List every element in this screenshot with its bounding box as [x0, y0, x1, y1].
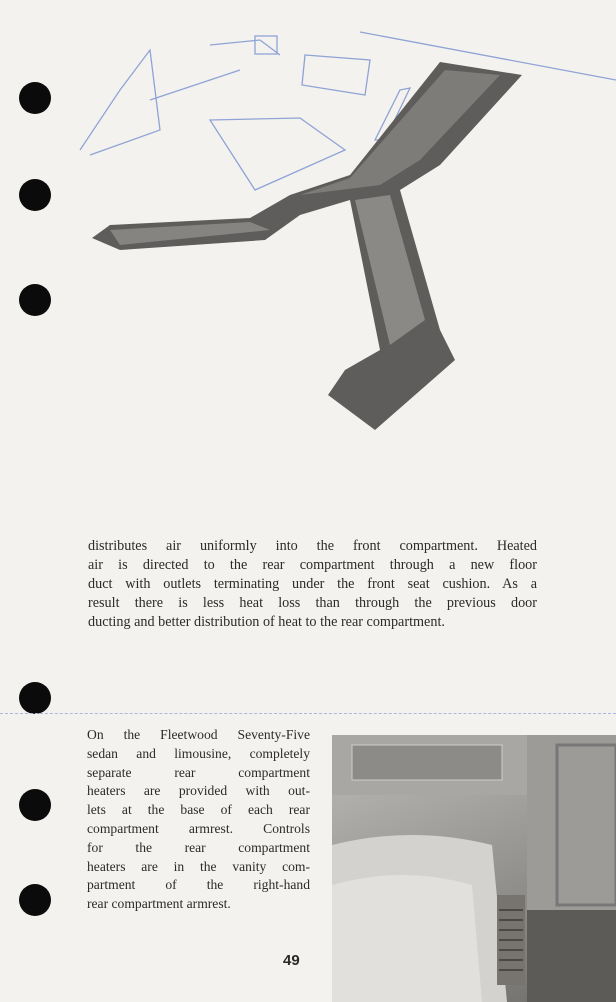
text-line: rear compartment armrest. — [87, 896, 231, 912]
dashed-divider — [0, 713, 616, 714]
car-interior-sketch — [80, 32, 616, 190]
page-number: 49 — [283, 952, 300, 969]
binder-hole — [19, 682, 51, 714]
body-paragraph-fleetwood — [87, 726, 310, 914]
text-line: partment of the right-hand — [87, 877, 310, 893]
text-line: ducting and better distribution of heat to the rear compartment. — [88, 614, 445, 630]
rear-compartment-photo — [332, 735, 616, 1002]
binder-hole — [19, 884, 51, 916]
text-line: compartment armrest. Controls — [87, 820, 310, 836]
text-line: heaters are in the vanity com- — [87, 858, 310, 874]
text-line: distributes air uniformly into the front compartment. Heated — [88, 538, 537, 554]
text-line: for the rear compartment — [87, 839, 310, 855]
text-line: On the Fleetwood Seventy-Five — [87, 727, 310, 742]
text-line: sedan and limousine, completely — [87, 745, 310, 761]
text-line: air is directed to the rear compartment through a new floor — [88, 557, 537, 573]
text-line: lets at the base of each rear — [87, 802, 310, 818]
text-line: duct with outlets terminating under the front seat cushion. As a — [88, 576, 537, 592]
text-line: result there is less heat loss than through the previous door — [88, 595, 537, 611]
binder-hole — [19, 789, 51, 821]
text-line: heaters are provided with out- — [87, 783, 310, 799]
body-paragraph-heating — [88, 537, 537, 632]
text-line: separate rear compartment — [87, 764, 310, 780]
floor-duct — [92, 62, 522, 430]
floor-duct-illustration — [0, 0, 616, 440]
